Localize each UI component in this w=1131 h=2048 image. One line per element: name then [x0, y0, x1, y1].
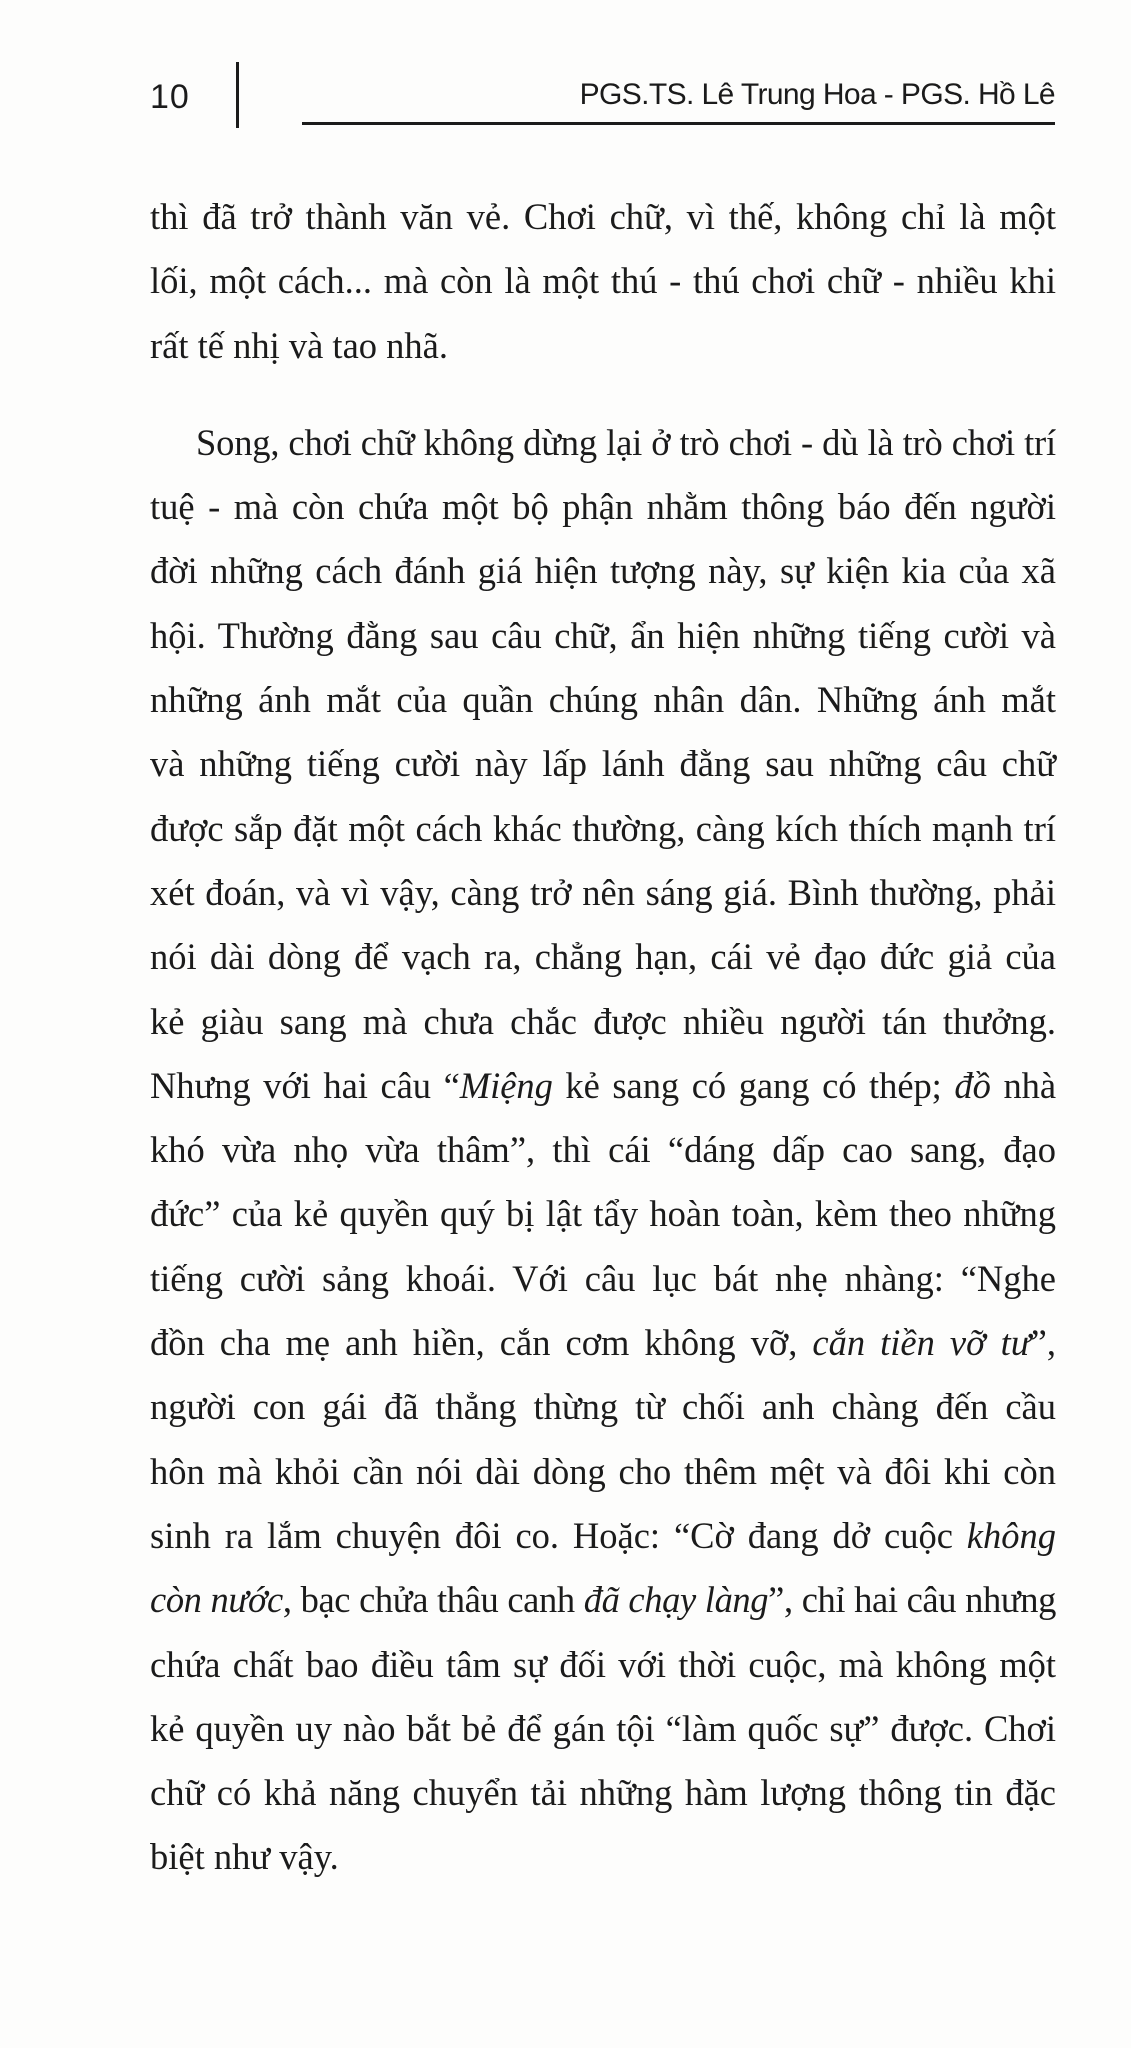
text-line: lối, một cách... mà còn là một thú - thú chơi chữ - nhiều khi [150, 260, 1056, 302]
text-line: chữ có khả năng chuyển tải những hàm lượng thông tin đặc [150, 1772, 1056, 1814]
text-line: Song, chơi chữ không dừng lại ở trò chơi - dù là trò chơi trí [196, 421, 1056, 463]
text-line: rất tế nhị và tao nhã. [150, 324, 448, 366]
text-run: kẻ sang có gang có thép; [552, 1064, 955, 1106]
text-line: nói dài dòng để vạch ra, chẳng hạn, cái vẻ đạo đức giả của [150, 936, 1056, 978]
text-run: , bạc chửa thâu canh [282, 1579, 584, 1621]
text-line: những ánh mắt của quần chúng nhân dân. Những ánh mắt [150, 679, 1056, 721]
italic-run: không [966, 1514, 1056, 1556]
text-line: chứa chất bao điều tâm sự đối với thời cuộc, mà không một [150, 1643, 1056, 1685]
header-rule [302, 122, 1055, 125]
text-line [150, 1504, 1056, 1568]
text-line: đức” của kẻ quyền quý bị lật tẩy hoàn toàn, kèm theo những [150, 1193, 1056, 1235]
text-line: và những tiếng cười này lấp lánh đằng sau những câu chữ [150, 743, 1056, 785]
italic-run: Miệng [459, 1064, 553, 1106]
italic-run: còn nước [150, 1579, 283, 1621]
text-line: tiếng cười sảng khoái. Với câu lục bát nhẹ nhàng: “Nghe [150, 1257, 1056, 1299]
text-line: hôn mà khỏi cần nói dài dòng cho thêm mệt và đôi khi còn [150, 1450, 1056, 1492]
text-line [150, 1311, 1056, 1375]
text-line: người con gái đã thẳng thừng từ chối anh chàng đến cầu [150, 1386, 1056, 1428]
body-text [150, 185, 1056, 1890]
text-line: kẻ giàu sang mà chưa chắc được nhiều người tán thưởng. [150, 1000, 1056, 1042]
text-run: nhà [990, 1064, 1056, 1106]
italic-run: cắn tiền vỡ tư [812, 1322, 1031, 1364]
text-line: biệt như vậy. [150, 1836, 339, 1878]
text-line [150, 1054, 1056, 1118]
header-divider [236, 62, 239, 128]
text-run: ”, chỉ hai câu nhưng [768, 1579, 1056, 1621]
page-number: 10 [150, 78, 190, 116]
text-line: tuệ - mà còn chứa một bộ phận nhằm thông báo đến người [150, 486, 1056, 528]
text-line: được sắp đặt một cách khác thường, càng kích thích mạnh trí [150, 807, 1056, 849]
text-line: hội. Thường đằng sau câu chữ, ẩn hiện những tiếng cười và [150, 614, 1056, 656]
text-line: khó vừa nhọ vừa thâm”, thì cái “dáng dấp cao sang, đạo [150, 1129, 1056, 1171]
text-line: xét đoán, và vì vậy, càng trở nên sáng giá. Bình thường, phải [150, 871, 1056, 913]
text-run: sinh ra lắm chuyện đôi co. Hoặc: “Cờ đang dở cuộc [150, 1514, 967, 1556]
text-line: thì đã trở thành văn vẻ. Chơi chữ, vì thế, không chỉ là một [150, 196, 1056, 237]
paragraph-gap [150, 378, 1056, 411]
text-line [150, 1568, 1056, 1632]
text-line: đời những cách đánh giá hiện tượng này, sự kiện kia của xã [150, 550, 1056, 592]
italic-run: đã chạy làng [583, 1579, 769, 1621]
text-run: ”, [1030, 1322, 1056, 1364]
text-run: Nhưng với hai câu “ [150, 1064, 460, 1106]
text-run: đồn cha mẹ anh hiền, cắn cơm không vỡ, [150, 1322, 813, 1364]
italic-run: đồ [954, 1064, 991, 1106]
running-head: PGS.TS. Lê Trung Hoa - PGS. Hồ Lê [579, 78, 1055, 111]
text-line: kẻ quyền uy nào bắt bẻ để gán tội “làm quốc sự” được. Chơi [150, 1707, 1056, 1749]
